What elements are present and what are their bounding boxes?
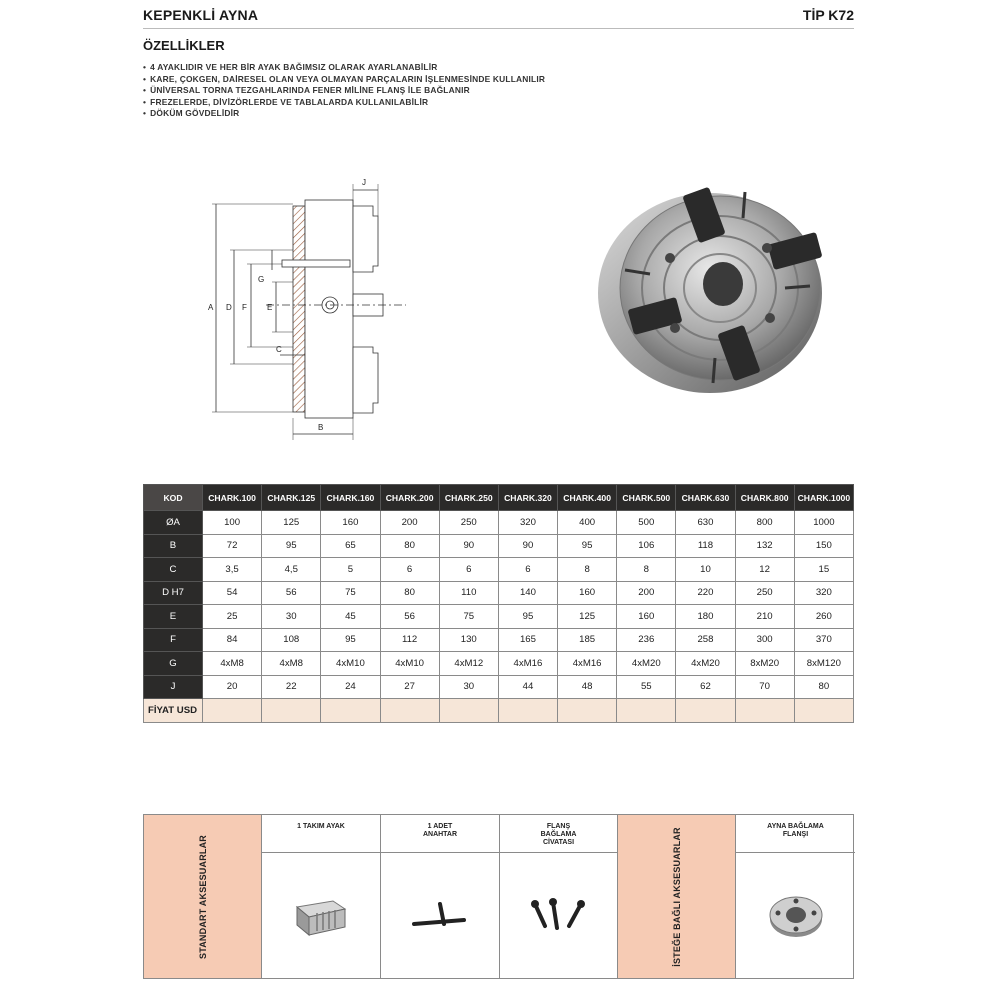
feature-item: • DÖKÜM GÖVDELİDİR xyxy=(143,108,545,120)
table-cell: 4xM20 xyxy=(676,652,735,676)
table-row xyxy=(144,605,854,629)
table-cell: 95 xyxy=(558,534,617,558)
table-cell: 90 xyxy=(498,534,557,558)
table-cell: 54 xyxy=(203,581,262,605)
row-header: D H7 xyxy=(144,581,203,605)
column-header: CHARK.400 xyxy=(558,485,617,511)
table-header-row xyxy=(144,485,854,511)
table-cell: 8xM20 xyxy=(735,652,794,676)
column-header: CHARK.250 xyxy=(439,485,498,511)
accessory-flange-bolts xyxy=(500,815,618,978)
accessory-label: 1 ADET ANAHTAR xyxy=(422,823,458,838)
table-cell: 320 xyxy=(794,581,853,605)
price-cell xyxy=(380,699,439,723)
dim-label-j: J xyxy=(362,178,366,187)
table-cell: 112 xyxy=(380,628,439,652)
price-cell xyxy=(735,699,794,723)
table-cell: 45 xyxy=(321,605,380,629)
table-cell: 500 xyxy=(617,511,676,535)
table-cell: 12 xyxy=(735,558,794,582)
table-cell: 165 xyxy=(498,628,557,652)
technical-drawing xyxy=(196,172,416,447)
table-cell: 140 xyxy=(498,581,557,605)
spec-table-body xyxy=(144,511,854,723)
table-cell: 5 xyxy=(321,558,380,582)
table-cell: 630 xyxy=(676,511,735,535)
table-cell: 108 xyxy=(262,628,321,652)
accessory-mounting-flange xyxy=(736,815,855,978)
table-cell: 10 xyxy=(676,558,735,582)
table-cell: 250 xyxy=(439,511,498,535)
dim-label-f: F xyxy=(242,303,247,312)
features-title: ÖZELLİKLER xyxy=(143,38,225,53)
column-header: CHARK.630 xyxy=(676,485,735,511)
column-header: CHARK.800 xyxy=(735,485,794,511)
table-cell: 95 xyxy=(321,628,380,652)
table-cell: 4xM20 xyxy=(617,652,676,676)
table-cell: 132 xyxy=(735,534,794,558)
dim-label-d: D xyxy=(226,303,232,312)
table-cell: 8 xyxy=(558,558,617,582)
table-cell: 4xM8 xyxy=(262,652,321,676)
flange-icon xyxy=(766,891,826,941)
column-header: CHARK.500 xyxy=(617,485,676,511)
feature-item: • FREZELERDE, DİVİZÖRLERDE VE TABLALARDA KULLANILABİLİR xyxy=(143,97,545,109)
column-header: CHARK.200 xyxy=(380,485,439,511)
table-row xyxy=(144,558,854,582)
table-cell: 48 xyxy=(558,675,617,699)
price-cell xyxy=(262,699,321,723)
price-label: FİYAT USD xyxy=(144,699,203,723)
dim-label-c: C xyxy=(276,345,282,354)
column-header: CHARK.100 xyxy=(203,485,262,511)
table-cell: 56 xyxy=(380,605,439,629)
column-header: CHARK.1000 xyxy=(794,485,853,511)
table-cell: 180 xyxy=(676,605,735,629)
table-cell: 118 xyxy=(676,534,735,558)
table-cell: 106 xyxy=(617,534,676,558)
table-cell: 4xM10 xyxy=(321,652,380,676)
table-cell: 44 xyxy=(498,675,557,699)
accessory-label: AYNA BAĞLAMA FLANŞI xyxy=(767,823,824,838)
dim-label-g: G xyxy=(258,275,265,284)
spec-table xyxy=(143,484,854,723)
table-cell: 30 xyxy=(439,675,498,699)
standard-accessories-label: STANDART AKSESUARLAR xyxy=(144,815,262,978)
price-cell xyxy=(558,699,617,723)
table-cell: 75 xyxy=(321,581,380,605)
dim-label-e: E xyxy=(267,303,273,312)
table-cell: 260 xyxy=(794,605,853,629)
row-header: G xyxy=(144,652,203,676)
table-cell: 80 xyxy=(794,675,853,699)
dim-label-b: B xyxy=(318,423,324,432)
price-cell xyxy=(321,699,380,723)
table-row xyxy=(144,511,854,535)
accessories-panel xyxy=(143,814,854,979)
row-header: C xyxy=(144,558,203,582)
table-corner-header: KOD xyxy=(144,485,203,511)
table-cell: 3,5 xyxy=(203,558,262,582)
table-cell: 220 xyxy=(676,581,735,605)
row-header: J xyxy=(144,675,203,699)
table-cell: 84 xyxy=(203,628,262,652)
table-row xyxy=(144,628,854,652)
table-cell: 56 xyxy=(262,581,321,605)
price-row xyxy=(144,699,854,723)
table-cell: 160 xyxy=(617,605,676,629)
dim-label-a: A xyxy=(208,303,214,312)
table-cell: 320 xyxy=(498,511,557,535)
table-cell: 4xM16 xyxy=(558,652,617,676)
table-cell: 30 xyxy=(262,605,321,629)
table-cell: 300 xyxy=(735,628,794,652)
table-cell: 236 xyxy=(617,628,676,652)
price-cell xyxy=(439,699,498,723)
table-cell: 24 xyxy=(321,675,380,699)
table-cell: 15 xyxy=(794,558,853,582)
accessory-label: 1 TAKIM AYAK xyxy=(297,823,345,830)
table-row xyxy=(144,534,854,558)
row-header: B xyxy=(144,534,203,558)
table-cell: 90 xyxy=(439,534,498,558)
table-cell: 200 xyxy=(617,581,676,605)
table-cell: 110 xyxy=(439,581,498,605)
table-row xyxy=(144,581,854,605)
table-row xyxy=(144,675,854,699)
header-divider xyxy=(143,28,854,29)
chuck-key-icon xyxy=(410,896,470,936)
table-cell: 25 xyxy=(203,605,262,629)
table-cell: 160 xyxy=(321,511,380,535)
feature-item: • 4 AYAKLIDIR VE HER BİR AYAK BAĞIMSIZ OLARAK AYARLANABİLİR xyxy=(143,62,545,74)
price-cell xyxy=(498,699,557,723)
table-cell: 8xM120 xyxy=(794,652,853,676)
table-cell: 75 xyxy=(439,605,498,629)
table-cell: 55 xyxy=(617,675,676,699)
table-cell: 258 xyxy=(676,628,735,652)
table-cell: 4xM12 xyxy=(439,652,498,676)
table-cell: 6 xyxy=(498,558,557,582)
table-cell: 8 xyxy=(617,558,676,582)
column-header: CHARK.125 xyxy=(262,485,321,511)
table-cell: 70 xyxy=(735,675,794,699)
table-cell: 72 xyxy=(203,534,262,558)
optional-accessories-label: İSTEĞE BAĞLI AKSESUARLAR xyxy=(618,815,736,978)
row-header: E xyxy=(144,605,203,629)
table-cell: 20 xyxy=(203,675,262,699)
row-header: F xyxy=(144,628,203,652)
table-cell: 4,5 xyxy=(262,558,321,582)
table-cell: 22 xyxy=(262,675,321,699)
table-cell: 125 xyxy=(558,605,617,629)
table-cell: 250 xyxy=(735,581,794,605)
feature-item: • ÜNİVERSAL TORNA TEZGAHLARINDA FENER MİLİNE FLANŞ İLE BAĞLANIR xyxy=(143,85,545,97)
accessory-key xyxy=(381,815,500,978)
row-header: ØA xyxy=(144,511,203,535)
page-title: KEPENKLİ AYNA xyxy=(143,7,259,23)
feature-item: • KARE, ÇOKGEN, DAİRESEL OLAN VEYA OLMAYAN PARÇALARIN İŞLENMESİNDE KULLANILIR xyxy=(143,74,545,86)
features-list xyxy=(143,62,545,120)
table-cell: 400 xyxy=(558,511,617,535)
price-cell xyxy=(617,699,676,723)
table-cell: 80 xyxy=(380,581,439,605)
column-header: CHARK.320 xyxy=(498,485,557,511)
price-cell xyxy=(676,699,735,723)
accessory-jaw-set xyxy=(262,815,381,978)
table-cell: 4xM10 xyxy=(380,652,439,676)
table-cell: 4xM8 xyxy=(203,652,262,676)
table-cell: 130 xyxy=(439,628,498,652)
table-cell: 185 xyxy=(558,628,617,652)
jaw-set-icon xyxy=(291,891,351,941)
table-cell: 800 xyxy=(735,511,794,535)
table-cell: 6 xyxy=(380,558,439,582)
table-cell: 6 xyxy=(439,558,498,582)
table-cell: 65 xyxy=(321,534,380,558)
table-cell: 95 xyxy=(262,534,321,558)
price-cell xyxy=(794,699,853,723)
table-cell: 100 xyxy=(203,511,262,535)
table-row xyxy=(144,652,854,676)
bolts-icon xyxy=(529,896,589,936)
table-cell: 80 xyxy=(380,534,439,558)
table-cell: 1000 xyxy=(794,511,853,535)
accessory-label: FLANŞ BAĞLAMA CİVATASI xyxy=(540,823,577,846)
table-cell: 4xM16 xyxy=(498,652,557,676)
table-cell: 27 xyxy=(380,675,439,699)
price-cell xyxy=(203,699,262,723)
table-cell: 210 xyxy=(735,605,794,629)
table-cell: 160 xyxy=(558,581,617,605)
table-cell: 200 xyxy=(380,511,439,535)
table-cell: 95 xyxy=(498,605,557,629)
column-header: CHARK.160 xyxy=(321,485,380,511)
table-cell: 370 xyxy=(794,628,853,652)
table-cell: 150 xyxy=(794,534,853,558)
table-cell: 125 xyxy=(262,511,321,535)
table-cell: 62 xyxy=(676,675,735,699)
product-type: TİP K72 xyxy=(802,7,854,23)
chuck-photo xyxy=(595,178,835,398)
